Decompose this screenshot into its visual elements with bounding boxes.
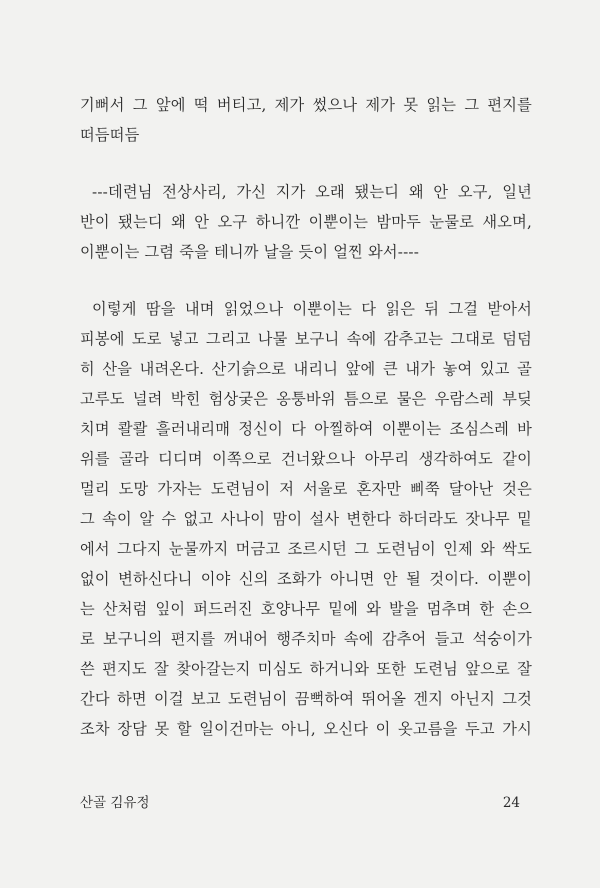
text-line: 떠듬떠듬 (80, 126, 140, 144)
text-line: 고루도 널려 박힌 험상궂은 옹퉁바위 틈으로 물은 우람스레 부딪 (80, 390, 532, 408)
text-line: 기뻐서 그 앞에 떡 버티고, 제가 썼으나 제가 못 읽는 그 편지를 (80, 96, 532, 114)
text-line: 로 보구니의 편지를 꺼내어 행주치마 속에 감추어 들고 석숭이가 (80, 630, 532, 648)
text-line: 는 산처럼 잎이 퍼드러진 호양나무 밑에 와 발을 멈추며 한 손으 (80, 600, 532, 618)
text-line: 치며 콸콸 흘러내리매 정신이 다 아찔하여 이뿐이는 조심스레 바 (80, 420, 532, 438)
text-line: 이뿐이는 그렴 죽을 테니까 날을 듯이 얼찐 와서---- (80, 243, 420, 261)
text-line: 조차 장담 못 할 일이건마는 아니, 오신다 이 옷고름을 두고 가시 (80, 720, 532, 738)
text-line: ---데련님 전상사리, 가신 지가 오래 됐는디 왜 안 오구, 일년 (92, 183, 532, 201)
text-line: 반이 됐는디 왜 안 오구 하니깐 이뿐이는 밤마두 눈물로 새오며, (80, 213, 532, 231)
text-line: 그 속이 알 수 없고 사나이 맘이 설사 변한다 하더라도 잣나무 밑 (80, 510, 532, 528)
text-line: 멀리 도망 가자는 도련님이 저 서울로 혼자만 삐쭉 달아난 것은 (80, 480, 532, 498)
text-line: 없이 변하신다니 이야 신의 조화가 아니면 안 될 것이다. 이뿐이 (80, 570, 532, 588)
text-line: 피봉에 도로 넣고 그리고 나물 보구니 속에 감추고는 그대로 덤덤 (80, 330, 532, 348)
text-line: 간다 하면 이걸 보고 도련님이 끔뻑하여 뛰어올 겐지 아닌지 그것 (80, 690, 532, 708)
page-footer (80, 792, 520, 814)
text-line: 이렇게 땀을 내며 읽었으나 이뿐이는 다 읽은 뒤 그걸 받아서 (92, 300, 532, 318)
paragraph-2 (80, 177, 532, 267)
paragraph-1 (80, 90, 532, 150)
text-line: 히 산을 내려온다. 산기슭으로 내리니 앞에 큰 내가 놓여 있고 골 (80, 360, 532, 378)
text-line: 에서 그다지 눈물까지 머금고 조르시던 그 도련님이 인제 와 싹도 (80, 540, 532, 558)
page-body (80, 90, 532, 744)
text-line: 쓴 편지도 잘 찾아갈는지 미심도 하거니와 또한 도련님 앞으로 잘 (80, 660, 532, 678)
text-line: 위를 골라 디디며 이쪽으로 건너왔으나 아무리 생각하여도 같이 (80, 450, 532, 468)
page-number: 24 (502, 795, 520, 811)
paragraph-3 (80, 294, 532, 744)
book-title: 산골 김유정 (80, 795, 150, 811)
